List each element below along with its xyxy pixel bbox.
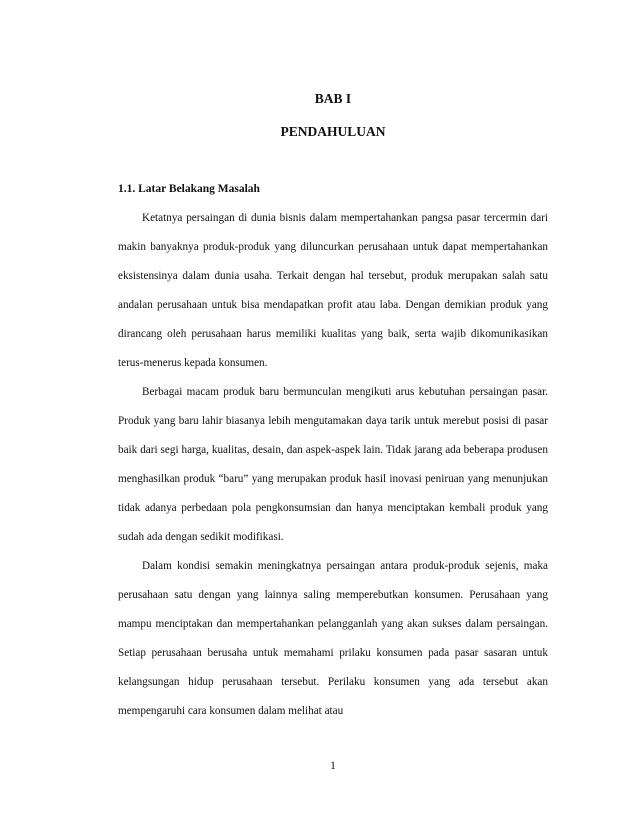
paragraph-2: Berbagai macam produk baru bermunculan mengikuti arus kebutuhan persaingan pasar. Produk yang baru lahir biasanya lebih mengutamakan daya tarik untuk merebut posisi di pasar baik dari segi harga, kualitas, desain, dan aspek-aspek lain. Tidak jarang ada beberapa produsen menghasilkan produk “baru” yang merupakan produk hasil inovasi peniruan yang menunjukan tidak adanya perbedaan pola pengkonsumsian dan hanya menciptakan kembali produk yang sudah ada dengan sedikit modifikasi. <box>118 386 548 543</box>
chapter-title: PENDAHULUAN <box>280 124 386 139</box>
paragraph-1: Ketatnya persaingan di dunia bisnis dalam mempertahankan pangsa pasar tercermin dari makin banyaknya produk-produk yang diluncurkan perusahaan untuk dapat mempertahankan eksistensinya dalam dunia usaha. Terkait dengan hal tersebut, produk merupakan salah satu andalan perusahaan untuk bisa mendapatkan profit atau laba. Dengan demikian produk yang dirancang oleh perusahaan harus memiliki kualitas yang baik, serta wajib dikomunikasikan terus-menerus kepada konsumen. <box>118 212 548 369</box>
paragraph-3: Dalam kondisi semakin meningkatnya persaingan antara produk-produk sejenis, maka perusahaan satu dengan yang lainnya saling memperebutkan konsumen. Perusahaan yang mampu menciptakan dan mempertahankan pelangganlah yang akan sukses dalam persaingan. Setiap perusahaan berusaha untuk memahami prilaku konsumen pada pasar sasaran untuk kelangsungan hidup perusahaan tersebut. Perilaku konsumen yang ada tersebut akan mempengaruhi cara konsumen dalam melihat atau <box>118 560 548 717</box>
body-text <box>118 204 548 726</box>
chapter-number: BAB I <box>314 91 352 106</box>
page-number: 1 <box>330 760 336 772</box>
section-title: 1.1. Latar Belakang Masalah <box>118 183 260 195</box>
